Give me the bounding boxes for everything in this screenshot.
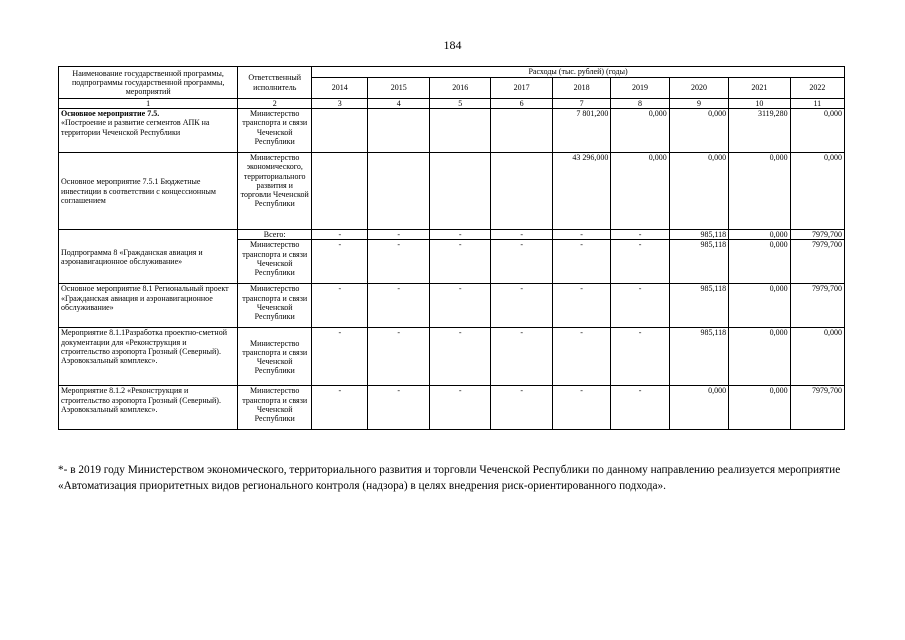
cell-value: 0,000	[790, 153, 844, 230]
col-num: 9	[669, 99, 728, 109]
row-executor-total: Всего:	[238, 230, 312, 240]
cell-value: 0,000	[669, 386, 728, 430]
cell-value: -	[552, 284, 610, 328]
row-name: Мероприятие 8.1.1Разработка проектно-сметной документации для «Реконструкция и строительство аэропорта Грозный (Северный). Аэровокзальный комплекс».	[59, 328, 238, 386]
header-row	[59, 67, 845, 78]
cell-value: -	[312, 386, 368, 430]
row-executor: Министерство транспорта и связи Чеченской Республики	[238, 328, 312, 386]
cell-value: -	[312, 328, 368, 386]
col-num: 5	[429, 99, 490, 109]
col-num: 2	[238, 99, 312, 109]
cell-value: 985,118	[669, 240, 728, 284]
cell-value: 0,000	[669, 153, 728, 230]
col-num: 3	[312, 99, 368, 109]
table-row	[59, 284, 845, 328]
cell-value: -	[552, 240, 610, 284]
cell-value: -	[368, 328, 429, 386]
year-2021: 2021	[729, 78, 790, 99]
row-name: Подпрограмма 8 «Гражданская авиация и аэронавигационное обслуживание»	[59, 230, 238, 284]
cell-value: -	[491, 328, 552, 386]
cell-value: -	[429, 328, 490, 386]
cell-value: 0,000	[729, 153, 790, 230]
cell-value: -	[429, 386, 490, 430]
table-row	[59, 109, 845, 153]
cell-value: 985,118	[669, 230, 728, 240]
row-name: Основное мероприятие 8.1 Региональный проект «Гражданская авиация и аэронавигационное обслуживание»	[59, 284, 238, 328]
cell-value: 0,000	[729, 386, 790, 430]
cell-value	[312, 109, 368, 153]
row-name	[59, 109, 238, 153]
year-2019: 2019	[611, 78, 669, 99]
cell-value	[312, 153, 368, 230]
cell-value: -	[312, 284, 368, 328]
row-executor: Министерство транспорта и связи Чеченской Республики	[238, 284, 312, 328]
row-executor: Министерство транспорта и связи Чеченской Республики	[238, 240, 312, 284]
cell-value: 7979,700	[790, 230, 844, 240]
footnote: *- в 2019 году Министерством экономического, территориального развития и торговли Чеченской Республики по данному направлению реализуется мероприятие «Автоматизация приоритетных видов регионального контроля (надзора) в целях внедрения риск-ориентированного подхода».	[58, 464, 841, 492]
cell-value: 985,118	[669, 284, 728, 328]
cell-value	[491, 153, 552, 230]
cell-value: 0,000	[611, 153, 669, 230]
cell-value: -	[611, 240, 669, 284]
cell-value: 0,000	[669, 109, 728, 153]
table-row	[59, 153, 845, 230]
cell-value: -	[491, 386, 552, 430]
cell-value: 43 296,000	[552, 153, 610, 230]
cell-value	[429, 109, 490, 153]
cell-value: -	[429, 240, 490, 284]
table-row	[59, 328, 845, 386]
row-executor: Министерство экономического, территориального развития и торговли Чеченской Республики	[238, 153, 312, 230]
cell-value: -	[611, 328, 669, 386]
col-num: 7	[552, 99, 610, 109]
year-2020: 2020	[669, 78, 728, 99]
cell-value	[429, 153, 490, 230]
row-executor: Министерство транспорта и связи Чеченской Республики	[238, 109, 312, 153]
year-2022: 2022	[790, 78, 844, 99]
table-row-total	[59, 230, 845, 240]
cell-value: -	[552, 230, 610, 240]
header-executor: Ответственный исполнитель	[238, 67, 312, 99]
year-2014: 2014	[312, 78, 368, 99]
col-num: 8	[611, 99, 669, 109]
cell-value: -	[368, 284, 429, 328]
cell-value: -	[429, 230, 490, 240]
cell-value: -	[491, 230, 552, 240]
year-2015: 2015	[368, 78, 429, 99]
cell-value: -	[368, 230, 429, 240]
year-2017: 2017	[491, 78, 552, 99]
row-name: Основное мероприятие 7.5.1 Бюджетные инвестиции в соответствии с концессионным соглашением	[59, 153, 238, 230]
cell-value: 0,000	[790, 328, 844, 386]
row-name: Мероприятие 8.1.2 «Реконструкция и строительство аэропорта Грозный (Северный). Аэровокзальный комплекс».	[59, 386, 238, 430]
budget-table	[58, 66, 845, 430]
cell-value: 7979,700	[790, 386, 844, 430]
cell-value: 0,000	[729, 230, 790, 240]
cell-value: 0,000	[729, 284, 790, 328]
cell-value	[368, 109, 429, 153]
year-2016: 2016	[429, 78, 490, 99]
col-num: 1	[59, 99, 238, 109]
column-numbers-row	[59, 99, 845, 109]
cell-value: 0,000	[729, 240, 790, 284]
page-number: 184	[443, 38, 462, 52]
row-name-bold: Основное мероприятие 7.5.	[61, 109, 160, 119]
cell-value: 0,000	[611, 109, 669, 153]
cell-value: -	[491, 240, 552, 284]
cell-value: -	[312, 230, 368, 240]
cell-value: -	[491, 284, 552, 328]
col-num: 6	[491, 99, 552, 109]
cell-value: -	[368, 240, 429, 284]
cell-value: -	[552, 386, 610, 430]
header-name: Наименование государственной программы, подпрограммы государственной программы, мероприятий	[59, 67, 238, 99]
cell-value: -	[611, 284, 669, 328]
cell-value: -	[368, 386, 429, 430]
year-2018: 2018	[552, 78, 610, 99]
cell-value: 7979,700	[790, 240, 844, 284]
cell-value: 7 801,200	[552, 109, 610, 153]
col-num: 11	[790, 99, 844, 109]
col-num: 4	[368, 99, 429, 109]
cell-value	[491, 109, 552, 153]
cell-value: -	[429, 284, 490, 328]
cell-value: -	[611, 386, 669, 430]
cell-value: 985,118	[669, 328, 728, 386]
cell-value: -	[611, 230, 669, 240]
row-executor: Министерство транспорта и связи Чеченской Республики	[238, 386, 312, 430]
col-num: 10	[729, 99, 790, 109]
cell-value: -	[552, 328, 610, 386]
row-name-text: «Построение и развитие сегментов АПК на территории Чеченской Республики	[61, 118, 210, 137]
cell-value: 7979,700	[790, 284, 844, 328]
table-row	[59, 386, 845, 430]
cell-value: -	[312, 240, 368, 284]
header-expenses: Расходы (тыс. рублей) (годы)	[312, 67, 845, 78]
cell-value: 0,000	[729, 328, 790, 386]
cell-value: 3119,280	[729, 109, 790, 153]
cell-value	[368, 153, 429, 230]
cell-value: 0,000	[790, 109, 844, 153]
